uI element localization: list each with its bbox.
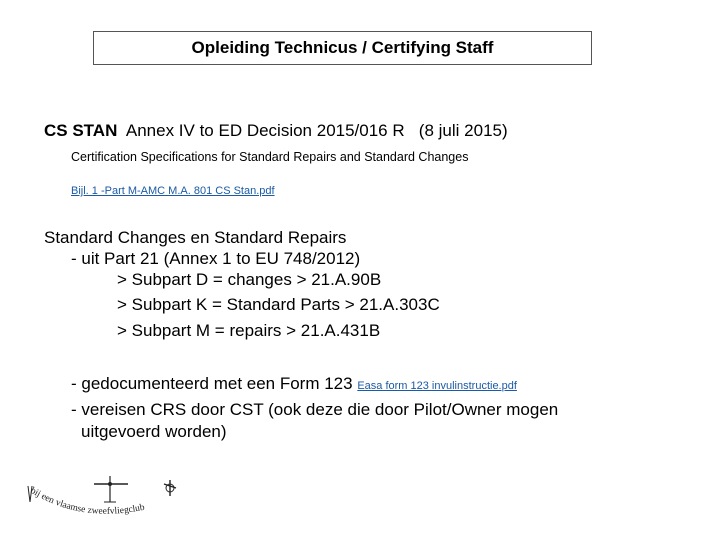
documented-text: - gedocumenteerd met een Form 123 <box>71 374 358 393</box>
form-123-link[interactable]: Easa form 123 invulinstructie.pdf <box>357 380 517 392</box>
crs-line-2: uitgevoerd worden) <box>81 422 227 441</box>
page-title <box>93 31 592 65</box>
subpart-m-line: > Subpart M = repairs > 21.A.431B <box>117 321 381 340</box>
standard-changes-heading: Standard Changes en Standard Repairs <box>44 228 347 247</box>
documented-line <box>71 374 517 394</box>
cs-stan-heading <box>44 121 508 141</box>
subpart-k-line: > Subpart K = Standard Parts > 21.A.303C <box>117 295 440 314</box>
cs-stan-heading-rest: Annex IV to ED Decision 2015/016 R (8 juli 2015) <box>117 121 508 140</box>
cs-stan-heading-bold: CS STAN <box>44 121 118 140</box>
subpart-d-line: > Subpart D = changes > 21.A.90B <box>117 270 382 289</box>
part21-line: - uit Part 21 (Annex 1 to EU 748/2012) <box>71 249 361 268</box>
cs-stan-subtitle: Certification Specifications for Standard Repairs and Standard Changes <box>71 150 469 164</box>
club-logo <box>24 472 186 524</box>
crs-line-1: - vereisen CRS door CST (ook deze die door Pilot/Owner mogen <box>71 400 559 419</box>
logo-text: bij een vlaamse zweefvliegclub <box>28 485 146 517</box>
cs-stan-pdf-link[interactable]: Bijl. 1 -Part M-AMC M.A. 801 CS Stan.pdf <box>71 185 275 197</box>
page-title-text: Opleiding Technicus / Certifying Staff <box>191 38 494 57</box>
